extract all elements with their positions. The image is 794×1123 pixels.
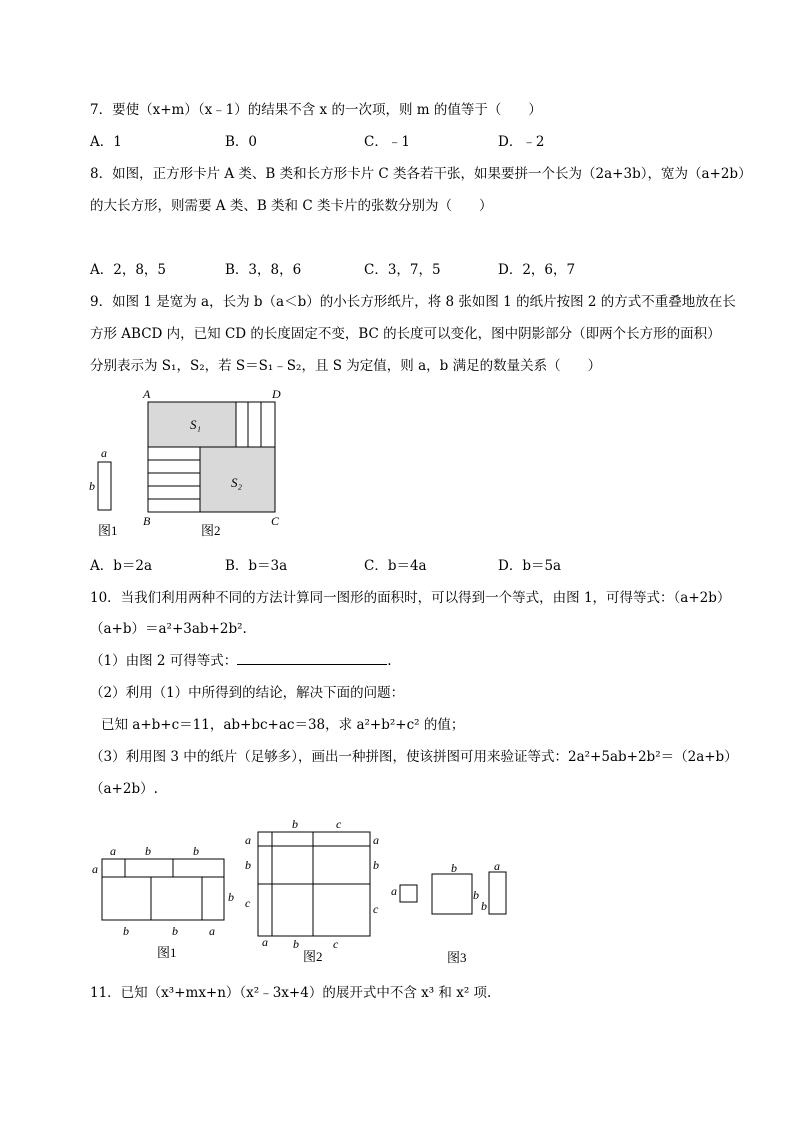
q10-fig3-square-b-side: b (473, 888, 479, 902)
q10-fig1 (92, 844, 234, 960)
q9-line1: 9．如图 1 是宽为 a，长为 b（a＜b）的小长方形纸片，将 8 张如图 1 的纸片按图 2 的方式不重叠地放在长 (90, 294, 736, 310)
q10-fig1-top-b2: b (193, 844, 199, 858)
q9-figure (80, 385, 300, 545)
q9-option-c: C．b＝4a (364, 558, 427, 574)
q10-fig2-bottom-b: b (293, 937, 299, 951)
q10-fig3-rect-a: a (494, 859, 500, 873)
q9-option-d: D．b＝5a (498, 558, 562, 574)
q7-stem: 7．要使（x+m）（x﹣1）的结果不含 x 的一次项，则 m 的值等于（ ） (90, 102, 542, 118)
q10-fig1-right-b: b (228, 890, 234, 904)
q10-part1 (90, 652, 392, 670)
q10-part2-line1: （2）利用（1）中所得到的结论，解决下面的问题： (90, 685, 405, 701)
q10-answer-blank[interactable] (237, 652, 387, 665)
q10-fig1-top-a: a (110, 844, 116, 858)
q10-fig2-left-b: b (245, 858, 251, 872)
q9-corner-b: B (143, 514, 151, 528)
q7-option-d: D．﹣2 (498, 134, 545, 150)
q10-fig2-top-c: c (336, 817, 342, 831)
q10-fig3-small-a: a (391, 884, 397, 898)
q8-option-a: A．2，8，5 (90, 262, 167, 278)
q10-fig3-caption: 图3 (447, 950, 467, 965)
q10-fig2-bottom-a: a (262, 935, 268, 949)
q10-fig2-right-b: b (373, 858, 379, 872)
q9-corner-a: A (143, 387, 151, 401)
q10-fig2-bottom-c: c (333, 937, 339, 951)
q7-option-a: A．1 (90, 134, 122, 150)
q8-line1: 8．如图，正方形卡片 A 类、B 类和长方形卡片 C 类各若干张，如果要拼一个长为（2a+3b），宽为（a+2b） (90, 166, 752, 182)
q10-fig3-rect-ab (489, 872, 506, 914)
q9-fig1-rect (98, 462, 111, 510)
q9-line2: 方形 ABCD 内，已知 CD 的长度固定不变，BC 的长度可以变化，图中阴影部分（即两个长方形的面积） (90, 326, 721, 342)
q9-option-b: B．b＝3a (225, 558, 288, 574)
q9-fig1-caption: 图1 (98, 523, 118, 538)
q10-line1: 10．当我们利用两种不同的方法计算同一图形的面积时，可以得到一个等式，由图 1，可得等式：（a+2b） (90, 590, 731, 606)
q7-option-c: C．﹣1 (364, 134, 410, 150)
q8-option-b: B．3，8，6 (225, 262, 302, 278)
q10-fig1-bottom-b2: b (172, 924, 178, 938)
q10-fig1-left-a: a (92, 862, 98, 876)
q10-line2: （a+b）＝a²+3ab+2b². (90, 621, 247, 637)
q10-figure (85, 815, 525, 970)
q9-fig1-label-b: b (89, 479, 95, 493)
q9-corner-c: C (271, 514, 280, 528)
q10-fig3-square-a (400, 885, 417, 902)
q7-option-b: B．0 (225, 134, 258, 150)
q10-fig1-bottom-b1: b (123, 924, 129, 938)
q10-fig3-rect-b: b (481, 899, 487, 913)
q9-fig2-caption: 图2 (201, 523, 221, 538)
q10-fig2 (245, 817, 379, 964)
q8-line2: 的大长方形，则需要 A 类、B 类和 C 类卡片的张数分别为（ ） (90, 198, 493, 214)
q10-part3-line1: （3）利用图 3 中的纸片（足够多），画出一种拼图，使该拼图可用来验证等式：2a²+5ab+2b²＝（2a+b） (90, 749, 738, 765)
q10-fig1-top-b1: b (145, 844, 151, 858)
q10-fig2-caption: 图2 (303, 949, 323, 964)
q10-fig2-left-a: a (245, 833, 251, 847)
q9-fig1-label-a: a (101, 446, 107, 460)
q9-s1-label: S₁ (190, 417, 202, 432)
q9-corner-d: D (272, 387, 281, 401)
q8-option-d: D．2，6，7 (498, 262, 576, 278)
q10-fig2-top-b: b (292, 817, 298, 831)
q8-option-c: C．3，7，5 (364, 262, 441, 278)
q9-option-a: A．b＝2a (90, 558, 153, 574)
q10-fig3-square-b (432, 874, 472, 914)
q10-fig2-left-c: c (245, 896, 251, 910)
q9-s2-label: S₂ (231, 475, 243, 490)
q9-line3: 分别表示为 S₁，S₂，若 S＝S₁﹣S₂，且 S 为定值，则 a，b 满足的数量关系（ ） (90, 358, 602, 374)
q10-part1-suffix: . (387, 653, 392, 669)
q10-part2-line2: 已知 a+b+c＝11，ab+bc+ac＝38，求 a²+b²+c² 的值； (101, 717, 465, 733)
q10-fig2-right-a: a (373, 833, 379, 847)
q10-fig2-right-c: c (373, 902, 379, 916)
q10-fig1-caption: 图1 (157, 945, 177, 960)
q10-part1-prefix: （1）由图 2 可得等式： (90, 653, 238, 669)
q10-fig1-rect (102, 859, 224, 920)
q11-stem: 11．已知（x³+mx+n）（x²﹣3x+4）的展开式中不含 x³ 和 x² 项. (90, 985, 492, 1001)
q10-fig3 (391, 859, 506, 965)
q10-fig3-square-b-top: b (451, 861, 457, 875)
q10-fig1-bottom-a: a (209, 924, 215, 938)
q10-part3-line2: （a+2b）. (90, 781, 158, 797)
